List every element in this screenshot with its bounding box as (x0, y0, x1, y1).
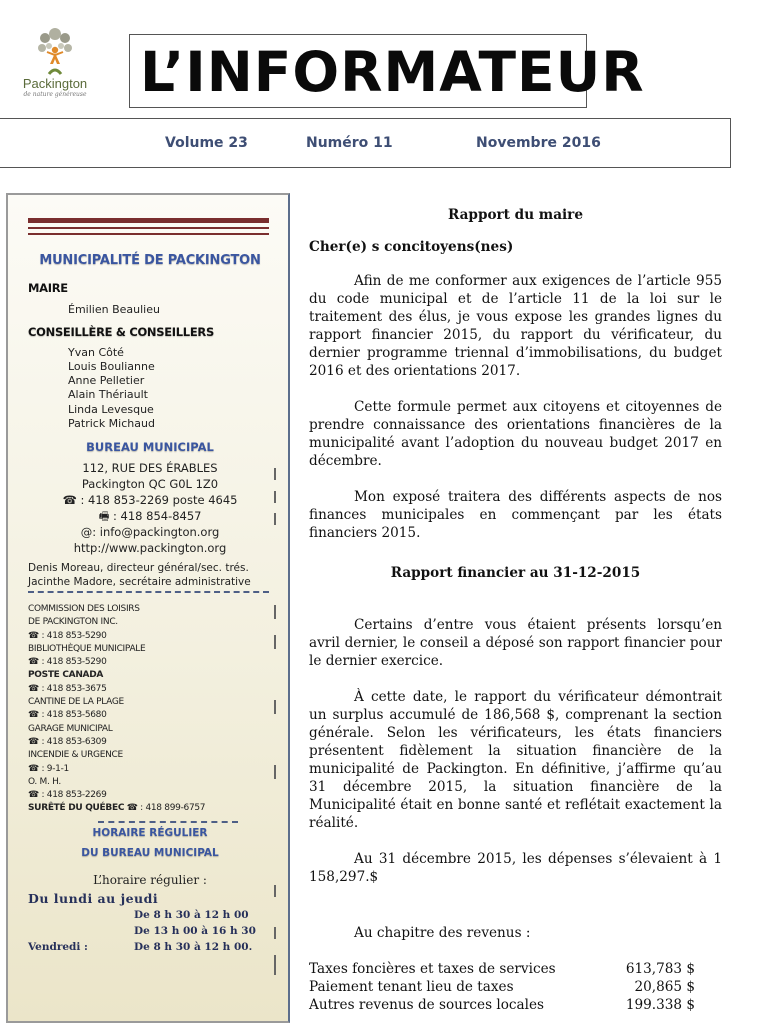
revenue-label: Paiement tenant lieu de taxes (309, 979, 514, 995)
packington-logo (10, 26, 100, 106)
tree-figure-icon (33, 26, 77, 78)
horaire-heading: HORAIRE RÉGULIER (92, 827, 208, 839)
service-phone: ☎ : 418 853-3675 (28, 683, 107, 694)
logo-name: Packington (22, 76, 88, 91)
section-subtitle: Rapport financier au 31-12-2015 (390, 565, 641, 581)
sidebar-title: MUNICIPALITÉ DE PACKINGTON (39, 253, 261, 268)
paragraph: Certains d’entre vous étaient présents lorsqu’en avril dernier, le conseil a déposé son rapport financier pour le dernier exercice. (309, 617, 722, 669)
service-phone: ☎ : 418 853-6309 (28, 736, 107, 747)
surete-line (28, 802, 278, 815)
service-name: GARAGE MUNICIPAL (28, 723, 113, 734)
divider-top (28, 218, 269, 223)
edge-mark (274, 635, 276, 649)
edge-mark (274, 491, 276, 503)
logo-tagline: de nature généreuse (23, 91, 87, 98)
address-line1: 112, RUE DES ÉRABLES (82, 461, 218, 475)
dashed-divider (98, 821, 238, 823)
edge-mark (274, 605, 276, 619)
table-row (309, 978, 695, 996)
issue-date: Novembre 2016 (476, 135, 601, 151)
fax: 🖷 : 418 854-8457 (98, 509, 202, 523)
service-phone: ☎ : 418 899-6757 (126, 803, 206, 814)
paragraph: Cette formule permet aux citoyens et citoyennes de prendre connaissance des orientations financières de la municipalité avant l’adoption du nouveau budget 2017 en décembre. (309, 399, 722, 469)
phone: ☎ : 418 853-2269 poste 4645 (62, 493, 238, 507)
conseil-heading: CONSEILLÈRE & CONSEILLERS (28, 325, 214, 339)
revenus-intro: Au chapitre des revenus : (354, 925, 531, 941)
service-phone: ☎ : 418 853-5290 (28, 630, 107, 641)
address-line2: Packington QC G0L 1Z0 (81, 477, 219, 491)
email-link[interactable]: @: info@packington.org (80, 525, 220, 539)
services-list (28, 603, 278, 816)
salutation: Cher(e) s concitoyens(nes) (309, 239, 514, 255)
dashed-divider (28, 591, 269, 593)
staff-line: Jacinthe Madore, secrétaire administrative (28, 576, 251, 588)
website-link[interactable]: http://www.packington.org (73, 541, 227, 555)
edge-mark (274, 927, 276, 939)
paragraph: Mon exposé traitera des différents aspects de nos finances municipales en commençant par les états financiers 2015. (309, 489, 722, 541)
bureau-heading: BUREAU MUNICIPAL (86, 440, 214, 454)
edge-mark (274, 955, 276, 975)
revenue-amount: 20,865 $ (634, 979, 695, 995)
service-name: DE PACKINGTON INC. (28, 617, 118, 628)
service-phone: ☎ : 9-1-1 (28, 763, 69, 774)
revenue-table (309, 960, 695, 1014)
revenue-label: Autres revenus de sources locales (309, 997, 545, 1013)
volume-label: Volume 23 (165, 135, 248, 151)
edge-mark (274, 885, 276, 897)
service-name: CANTINE DE LA PLAGE (28, 697, 124, 708)
service-name: SURÊTÉ DU QUÉBEC (28, 803, 125, 814)
table-row (309, 996, 695, 1014)
service-name: O. M. H. (28, 776, 61, 787)
issue-info-bar (0, 118, 731, 168)
weekday-hours: De 8 h 30 à 12 h 00 (134, 909, 249, 921)
maire-heading: MAIRE (28, 281, 68, 295)
revenue-amount: 613,783 $ (625, 961, 695, 977)
divider-top-thin (28, 227, 269, 229)
article-title: Rapport du maire (448, 207, 583, 223)
service-phone: ☎ : 418 853-5680 (28, 710, 107, 721)
edge-mark (274, 513, 276, 525)
table-row (309, 960, 695, 978)
conseiller-name: Yvan Côté (68, 346, 124, 359)
conseiller-name: Linda Levesque (68, 403, 154, 416)
service-name: INCENDIE & URGENCE (28, 750, 123, 761)
friday-label: Vendredi : (28, 941, 88, 953)
conseiller-name: Anne Pelletier (68, 374, 145, 387)
conseiller-name: Louis Boulianne (68, 360, 155, 373)
divider-top-thin (28, 233, 269, 235)
horaire-heading: DU BUREAU MUNICIPAL (81, 847, 219, 859)
edge-mark (274, 765, 276, 779)
edge-mark (274, 700, 276, 714)
revenue-label: Taxes foncières et taxes de services (309, 961, 556, 977)
revenue-amount: 199.338 $ (625, 997, 695, 1013)
issue-number: Numéro 11 (306, 135, 393, 151)
service-name: BIBLIOTHÈQUE MUNICIPALE (28, 643, 146, 654)
service-phone: ☎ : 418 853-5290 (28, 657, 107, 668)
masthead (129, 34, 645, 108)
paragraph: Afin de me conformer aux exigences de l’article 955 du code municipal et de l’article 11 de la loi sur le traitement des élus, je vous expose les grandes lignes du rapport financier 2015, du rapport du vérificateur, du dernier programme triennal d’immobilisations, du budget 2016 et des orientations 2017. (309, 273, 722, 379)
paragraph: Au 31 décembre 2015, les dépenses s’élevaient à 1 158,297.$ (309, 851, 722, 885)
service-phone: ☎ : 418 853-2269 (28, 790, 107, 801)
weekdays-label: Du lundi au jeudi (28, 891, 159, 906)
friday-hours: De 8 h 30 à 12 h 00. (134, 941, 253, 953)
article (309, 200, 722, 1014)
paragraph: À cette date, le rapport du vérificateur démontrait un surplus accumulé de 186,568 $, comprenant la section générale. Selon les vérificateurs, les états financiers présentent fidèlement la situation financière de la municipalité de Packington. En définitive, j’affirme qu’au 31 décembre 2015, la situation financière de la Municipalité était en bonne santé et reflétait exactement la réalité. (309, 689, 722, 831)
horaire-intro: L’horaire régulier : (93, 873, 207, 887)
conseiller-name: Patrick Michaud (68, 417, 155, 430)
newsletter-title: L’INFORMATEUR (140, 40, 645, 104)
conseiller-name: Alain Thériault (68, 388, 148, 401)
staff-line: Denis Moreau, directeur général/sec. trés. (28, 562, 249, 574)
edge-mark (274, 468, 276, 480)
weekday-hours: De 13 h 00 à 16 h 30 (134, 925, 256, 937)
sidebar-panel (6, 193, 290, 1023)
service-name: COMMISSION DES LOISIRS (28, 604, 140, 614)
maire-name: Émilien Beaulieu (68, 303, 160, 316)
service-name: POSTE CANADA (28, 670, 104, 681)
